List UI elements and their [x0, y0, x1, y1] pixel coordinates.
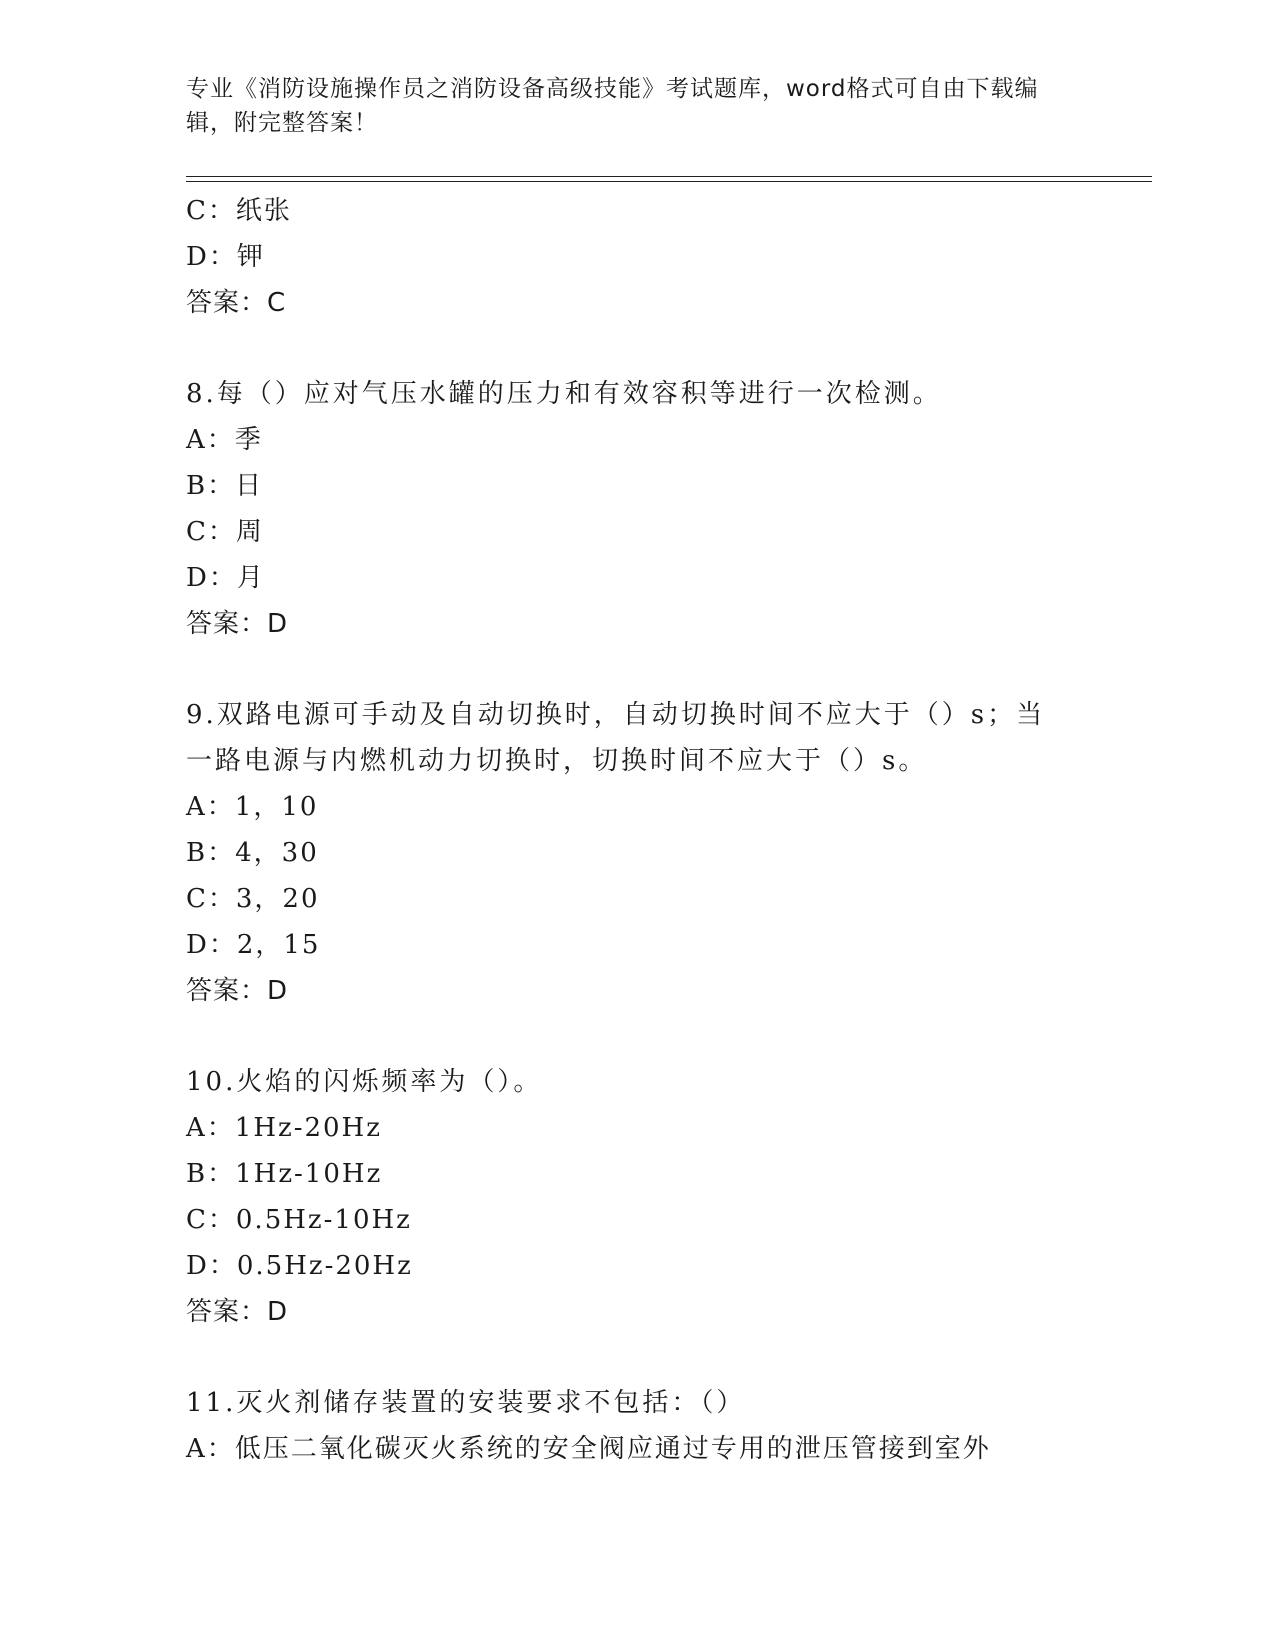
option-b: B：4，30 [186, 838, 319, 868]
spacer [186, 1014, 1086, 1059]
question-block-11 [186, 1380, 1086, 1472]
spacer [186, 647, 1086, 692]
question-list [186, 188, 1086, 1472]
answer-line: 答案：C [186, 288, 287, 318]
option-a: A：低压二氧化碳灭火系统的安全阀应通过专用的泄压管接到室外 [186, 1434, 991, 1464]
option-d: D：2，15 [186, 930, 321, 960]
question-block-10 [186, 1059, 1086, 1335]
document-header: 专业《消防设施操作员之消防设备高级技能》考试题库，word格式可自由下载编辑，附完整答案！ [186, 76, 1039, 136]
option-c: C：周 [186, 517, 264, 547]
option-d: D：月 [186, 563, 265, 593]
option-d: D：0.5Hz-20Hz [186, 1251, 413, 1281]
spacer [186, 326, 1086, 371]
option-c: C：纸张 [186, 196, 292, 226]
option-d: D：钾 [186, 242, 265, 272]
spacer [186, 1335, 1086, 1380]
option-a: A：季 [186, 425, 263, 455]
option-c: C：0.5Hz-10Hz [186, 1205, 412, 1235]
header-divider-top [186, 176, 1152, 177]
option-c: C：3，20 [186, 884, 320, 914]
question-text: 8.每（）应对气压水罐的压力和有效容积等进行一次检测。 [186, 379, 942, 409]
question-text: 9.双路电源可手动及自动切换时，自动切换时间不应大于（）s；当一路电源与内燃机动力切换时，切换时间不应大于（）s。 [186, 700, 1046, 776]
answer-line: 答案：D [186, 609, 289, 639]
option-b: B：1Hz-10Hz [186, 1159, 383, 1189]
option-a: A：1，10 [186, 792, 319, 822]
header-divider-bottom [186, 181, 1152, 182]
question-block-9 [186, 692, 1086, 1014]
question-text: 11.灭火剂储存装置的安装要求不包括：（） [186, 1388, 746, 1418]
option-b: B：日 [186, 471, 264, 501]
answer-line: 答案：D [186, 976, 289, 1006]
option-a: A：1Hz-20Hz [186, 1113, 382, 1143]
question-text: 10.火焰的闪烁频率为（）。 [186, 1067, 543, 1097]
question-block-7 [186, 188, 1086, 326]
question-block-8 [186, 371, 1086, 647]
answer-line: 答案：D [186, 1297, 289, 1327]
